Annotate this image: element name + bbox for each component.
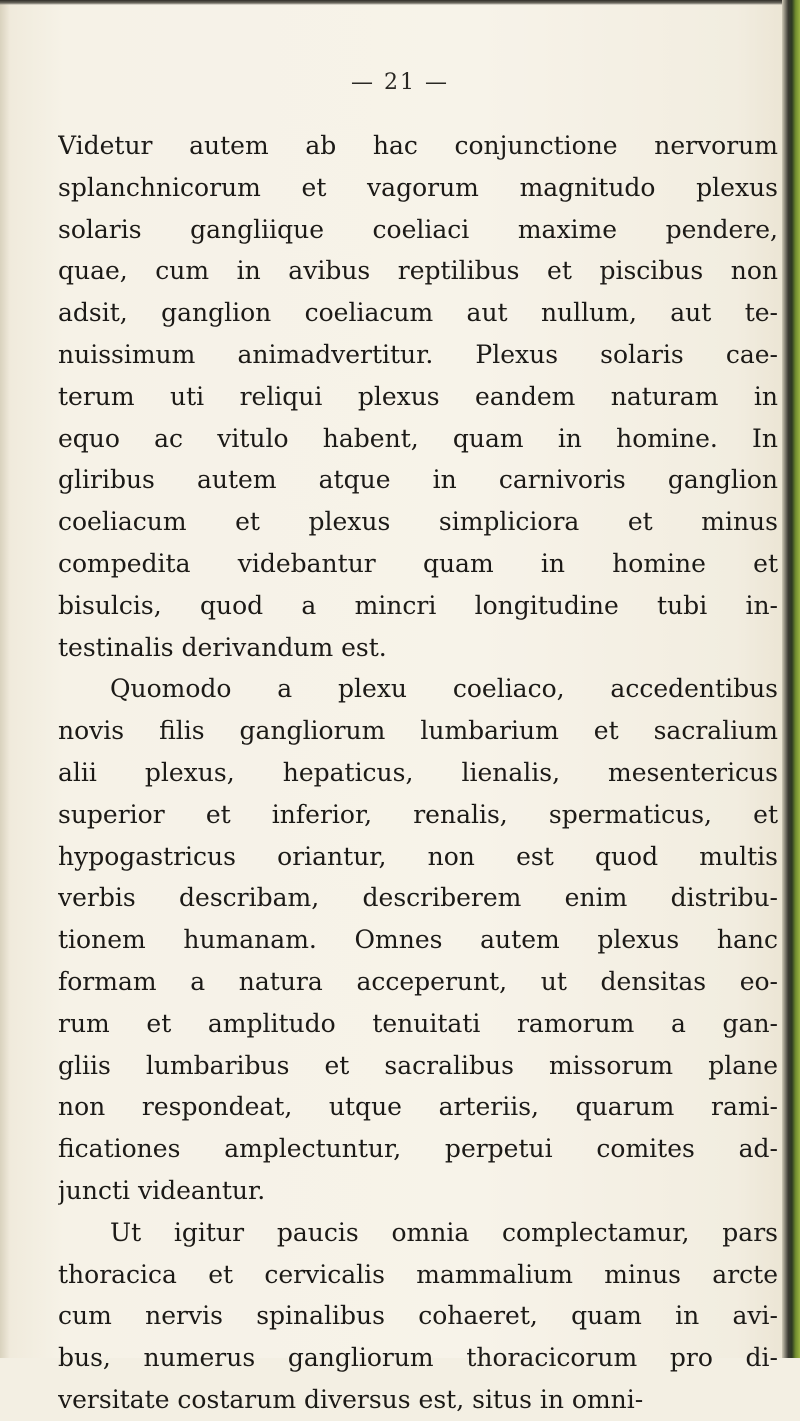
text-line: ficationes amplectuntur, perpetui comites ad- bbox=[58, 1134, 778, 1164]
text-line: coeliacum et plexus simpliciora et minus bbox=[58, 507, 778, 537]
text-line: hypogastricus oriantur, non est quod multis bbox=[58, 841, 778, 871]
text-line: non respondeat, utque arteriis, quarum rami- bbox=[58, 1092, 778, 1122]
text-line: superior et inferior, renalis, spermaticus, et bbox=[58, 799, 778, 829]
text-line: quae, cum in avibus reptilibus et piscibus non bbox=[58, 256, 778, 286]
text-line: adsit, ganglion coeliacum aut nullum, aut te- bbox=[58, 298, 778, 328]
text-line: Quomodo a plexu coeliaco, accedentibus bbox=[110, 674, 778, 704]
text-line: versitate costarum diversus est, situs in omni- bbox=[58, 1384, 644, 1414]
text-line: bisulcis, quod a mincri longitudine tubi in- bbox=[58, 590, 778, 620]
text-line: Ut igitur paucis omnia complectamur, pars bbox=[110, 1217, 778, 1247]
text-line: bus, numerus gangliorum thoracicorum pro di- bbox=[58, 1343, 778, 1373]
text-line: formam a natura acceperunt, ut densitas eo- bbox=[58, 966, 778, 996]
text-line: novis filis gangliorum lumbarium et sacralium bbox=[58, 716, 778, 746]
page-number: — 21 — bbox=[351, 70, 449, 95]
page-top-edge bbox=[0, 0, 800, 5]
book-binding-edge bbox=[782, 0, 800, 1358]
page-left-shadow bbox=[0, 0, 10, 1358]
text-line: gliis lumbaribus et sacralibus missorum plane bbox=[58, 1050, 778, 1080]
text-line: compedita videbantur quam in homine et bbox=[58, 548, 778, 578]
text-line: alii plexus, hepaticus, lienalis, mesentericus bbox=[58, 757, 778, 787]
text-line: Videtur autem ab hac conjunctione nervorum bbox=[58, 131, 778, 160]
text-line: terum uti reliqui plexus eandem naturam in bbox=[58, 381, 778, 411]
text-line: thoracica et cervicalis mammalium minus arcte bbox=[58, 1259, 778, 1289]
text-line: equo ac vitulo habent, quam in homine. In bbox=[58, 423, 778, 453]
body-text bbox=[58, 125, 778, 1421]
text-line: tionem humanam. Omnes autem plexus hanc bbox=[58, 925, 778, 955]
text-line: juncti videantur. bbox=[58, 1175, 266, 1205]
text-line: solaris gangliique coeliaci maxime pendere, bbox=[58, 214, 778, 244]
text-line: testinalis derivandum est. bbox=[58, 632, 387, 662]
text-line: cum nervis spinalibus cohaeret, quam in avi- bbox=[58, 1301, 778, 1331]
text-line: nuissimum animadvertitur. Plexus solaris cae- bbox=[58, 339, 778, 369]
text-line: rum et amplitudo tenuitati ramorum a gan- bbox=[58, 1008, 778, 1038]
text-line: gliribus autem atque in carnivoris ganglion bbox=[58, 465, 778, 495]
text-line: verbis describam, describerem enim distribu- bbox=[58, 883, 778, 913]
text-line: splanchnicorum et vagorum magnitudo plexus bbox=[58, 172, 778, 202]
